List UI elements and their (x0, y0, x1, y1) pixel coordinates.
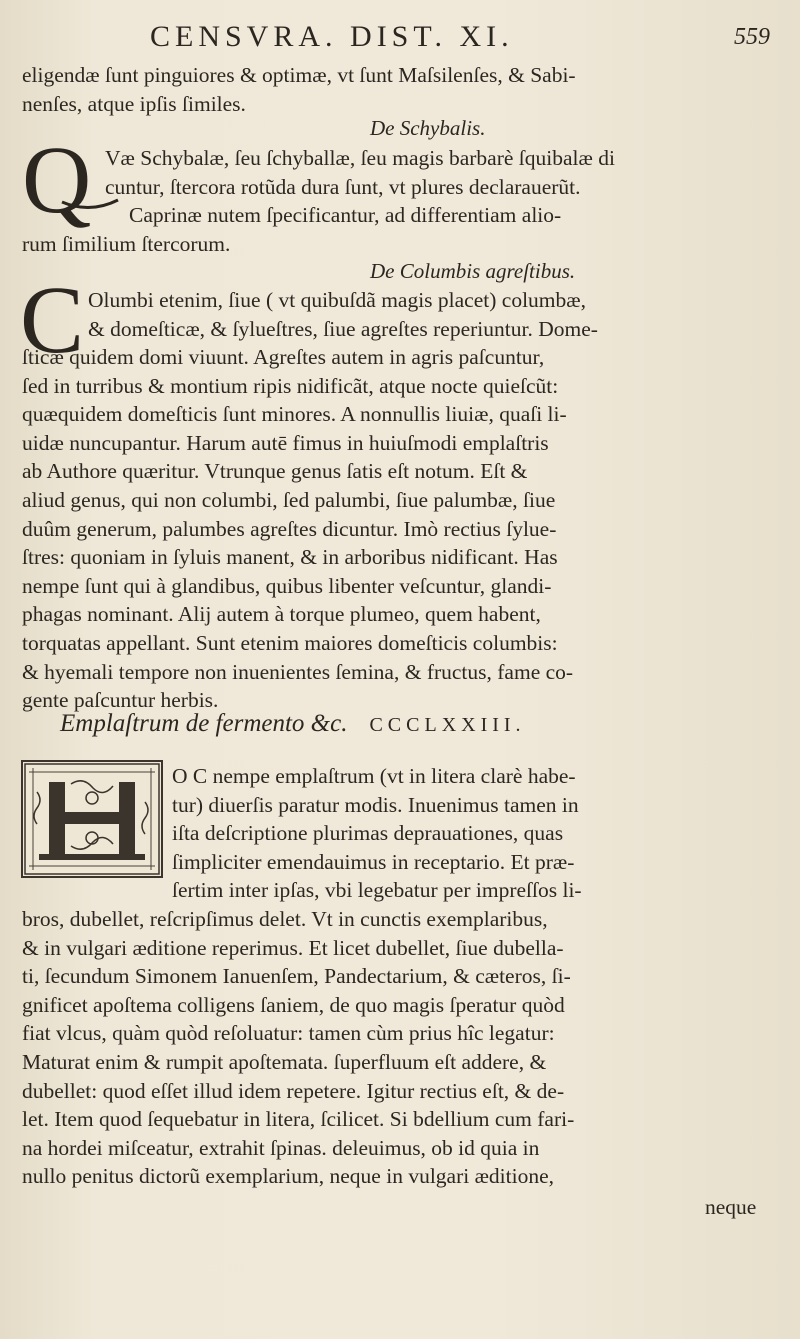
text-line: O C nempe emplaſtrum (vt in litera clarè habe- (172, 764, 576, 788)
section-paragraph-narrow (172, 762, 782, 905)
text-line: ti, ſecundum Simonem Ianuenſem, Pandectarium, & cæteros, ſi- (22, 964, 571, 989)
section-number: CCCLXXIII. (369, 714, 526, 736)
text-line: torquatas appellant. Sunt etenim maiores domeſticis columbis: (22, 630, 558, 655)
text-line: quæquidem domeſticis ſunt minores. A nonnullis liuiæ, quaſi li- (22, 402, 567, 427)
text-line: Olumbi etenim, ſiue ( vt quibuſdã magis placet) columbæ, (88, 288, 586, 312)
text-line: & hyemali tempore non inuenientes ſemina, & fructus, fame co- (22, 659, 574, 684)
text-line: gnificet apoſtema colligens ſaniem, de quo magis ſperatur quòd (22, 992, 565, 1017)
text-line: phagas nominant. Alij autem à torque plumeo, quem habent, (22, 602, 541, 627)
running-title: CENSVRA. DIST. XI. (150, 20, 514, 53)
subheading-columbis: De Columbis agreſtibus. (370, 259, 576, 283)
catchword: neque (705, 1195, 757, 1219)
page-number: 559 (734, 24, 770, 50)
intro-paragraph (22, 61, 782, 118)
text-line: duûm generum, palumbes agreſtes dicuntur. Imò rectius ſylue- (22, 516, 557, 541)
dropcap-c: C (20, 266, 85, 373)
text-line: dubellet: quod eſſet illud idem repetere. Igitur rectius eſt, & de- (22, 1078, 565, 1103)
text-line: fiat vlcus, quàm quòd reſoluatur: tamen cùm prius hîc legatur: (22, 1021, 555, 1046)
text-line: rum ſimilium ſtercorum. (22, 232, 231, 256)
text-line: iſta deſcriptione plurimas deprauationes, quas (172, 821, 564, 846)
text-line: ſticæ quidem domi viuunt. Agreſtes autem in agris paſcuntur, (22, 345, 545, 369)
schybalis-paragraph-indented (105, 144, 782, 230)
text-line: ſtres: quoniam in ſyluis manent, & in arboribus nidificant. Has (22, 545, 558, 570)
text-line: let. Item quod ſequebatur in litera, ſcilicet. Si bdellium cum fari- (22, 1107, 575, 1132)
text-line: uidæ nuncupantur. Harum autē fimus in huiuſmodi emplaſtris (22, 430, 549, 455)
text-line: ſed in turribus & montium ripis nidificãt, atque noctе quieſcũt: (22, 373, 559, 398)
text-line: ſertim inter ipſas, vbi legebatur per impreſſos li- (172, 878, 582, 903)
page-header (150, 20, 770, 56)
woodcut-initial (21, 760, 163, 878)
dropcap-q: Q (22, 126, 92, 233)
text-line: nullo penitus dictorũ exemplarium, neque in vulgari æditione, (22, 1164, 555, 1189)
text-line: nempe ſunt qui à glandibus, quibus libenter veſcuntur, glandi- (22, 573, 552, 598)
text-line: nenſes, atque ipſis ſimiles. (22, 91, 246, 116)
columbis-paragraph-indented (88, 286, 782, 343)
section-paragraph-full (22, 905, 782, 1191)
text-line: aliud genus, qui non columbi, ſed palumbi, ſiue palumbæ, ſiue (22, 487, 556, 512)
text-line: ab Authore quæritur. Vtrunque genus ſatis eſt notum. Eſt & (22, 459, 528, 484)
text-line: Maturat enim & rumpit apoſtemata. ſuperfluum eſt addere, & (22, 1049, 547, 1074)
section-title: Emplaſtrum de fermento &c. (60, 710, 348, 737)
text-line: cuntur, ſtercora rotũda dura ſunt, vt plures declarauerũt. (105, 174, 581, 199)
text-line: bros, dubellet, reſcripſimus delet. Vt in cunctis exemplaribus, (22, 907, 548, 931)
text-line: gente paſcuntur herbis. (22, 688, 219, 713)
columbis-paragraph-full (22, 343, 782, 715)
text-line: ſimpliciter emendauimus in receptario. Et præ- (172, 849, 575, 874)
text-line: Caprinæ nutem ſpecificantur, ad differentiam alio- (129, 203, 562, 228)
text-line: tur) diuerſis paratur modis. Inuenimus tamen in (172, 792, 579, 817)
text-line: & domeſticæ, & ſylueſtres, ſiue agreſtes reperiuntur. Dome- (88, 316, 598, 341)
text-line: & in vulgari æditione reperimus. Et licet dubellet, ſiue dubella- (22, 935, 564, 960)
section-heading (60, 710, 760, 750)
woodcut-initial-icon (23, 762, 161, 876)
text-line: eligendæ ſunt pinguiores & optimæ, vt ſunt Maſsilenſes, & Sabi- (22, 63, 576, 87)
schybalis-paragraph-full (22, 230, 782, 259)
text-line: Væ Schybalæ, ſeu ſchyballæ, ſeu magis barbarè ſquibalæ di (105, 146, 615, 170)
subheading-schybalis: De Schybalis. (370, 116, 486, 140)
text-line: na hordei miſceatur, extrahit ſpinas. deleuimus, ob id quia in (22, 1135, 540, 1160)
